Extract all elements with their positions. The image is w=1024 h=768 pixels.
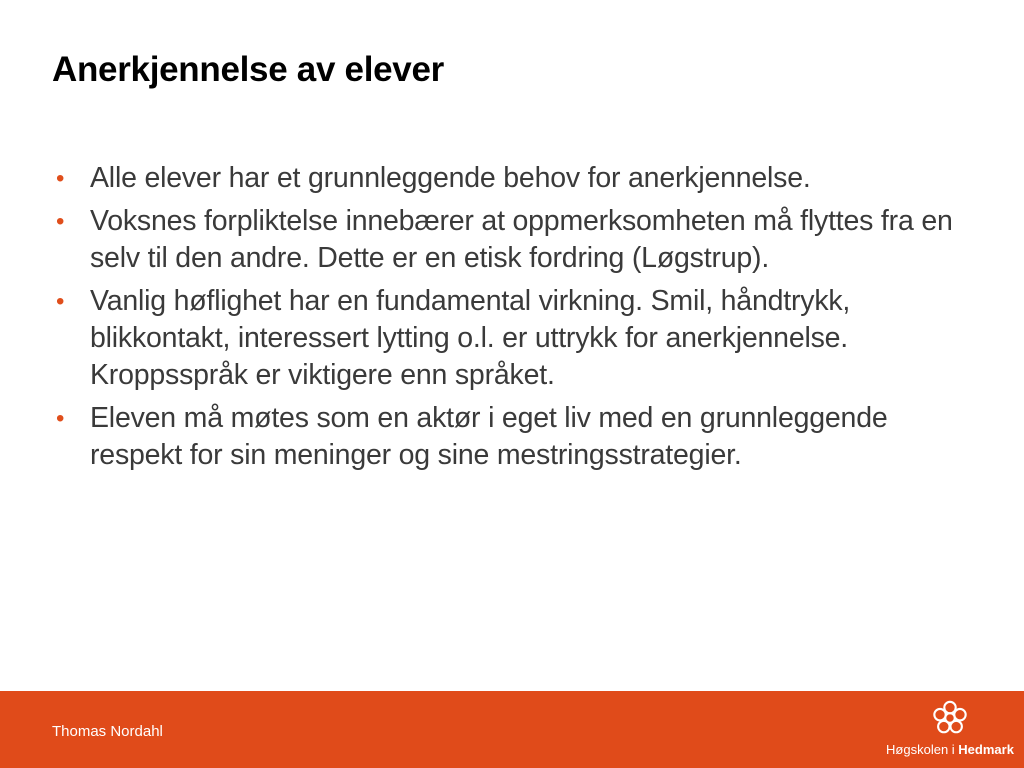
- slide-title: Anerkjennelse av elever: [52, 50, 444, 89]
- bullet-item: [56, 203, 956, 277]
- logo-wordmark: [884, 742, 1016, 757]
- logo-text-regular: Høgskolen i: [886, 742, 959, 757]
- logo-text-bold: Hedmark: [958, 742, 1014, 757]
- bullet-text: Voksnes forpliktelse innebærer at oppmerksomheten må flyttes fra en selv til den andre. Dette er en etisk fordring (Løgstrup).: [90, 205, 953, 274]
- bullet-item: [56, 283, 956, 394]
- author-name: Thomas Nordahl: [52, 723, 163, 740]
- bullet-point-icon: •: [56, 405, 65, 432]
- bullet-item: [56, 160, 956, 197]
- flower-knot-icon: [931, 699, 969, 737]
- bullet-point-icon: •: [56, 165, 65, 192]
- institution-logo: [884, 699, 1016, 765]
- bullet-text: Alle elever har et grunnleggende behov for anerkjennelse.: [90, 162, 811, 194]
- bullet-list: [56, 160, 956, 480]
- footer-bar: [0, 691, 1024, 768]
- bullet-point-icon: •: [56, 288, 65, 315]
- bullet-text: Vanlig høflighet har en fundamental virkning. Smil, håndtrykk, blikkontakt, interessert lytting o.l. er uttrykk for anerkjennelse. Kroppsspråk er viktigere enn språket.: [90, 285, 851, 391]
- bullet-point-icon: •: [56, 208, 65, 235]
- bullet-text: Eleven må møtes som en aktør i eget liv med en grunnleggende respekt for sin meninger og sine mestringsstrategier.: [90, 402, 888, 471]
- bullet-item: [56, 400, 956, 474]
